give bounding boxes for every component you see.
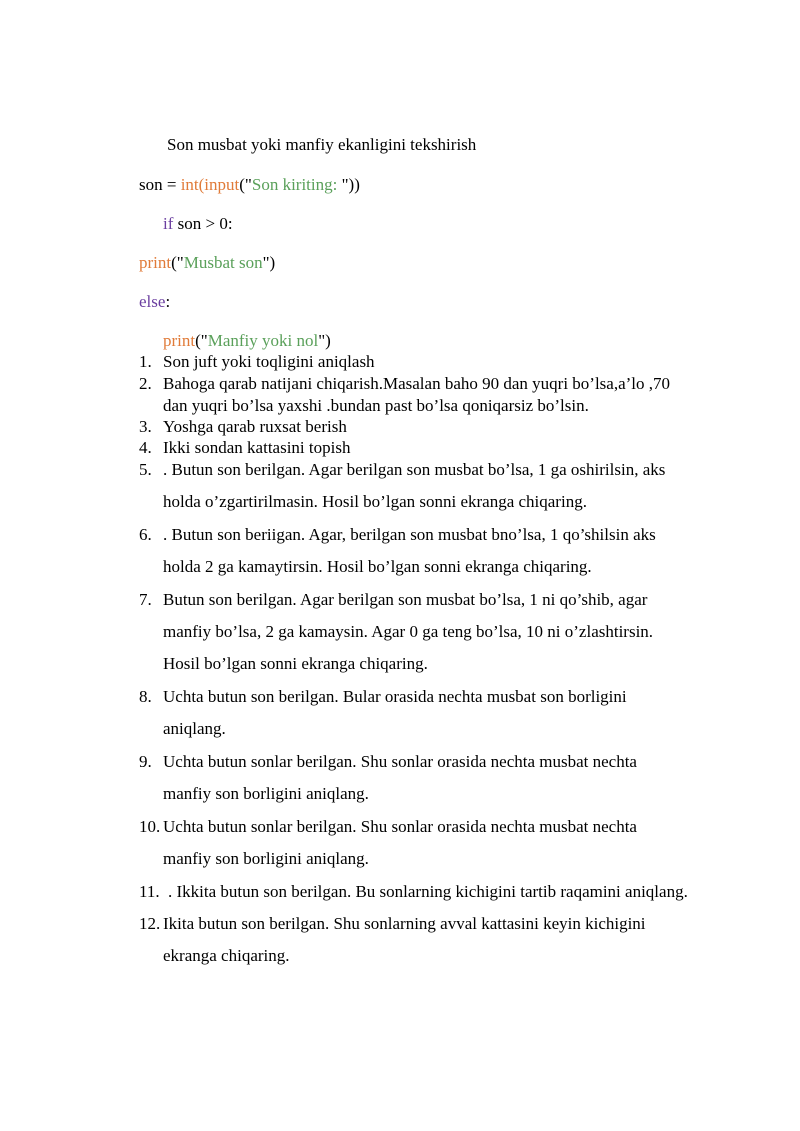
list-item-number: 7. [139, 590, 152, 609]
list-item-text: . Butun son beriigan. Agar, berilgan son musbat bno’lsa, 1 qo’shilsin aks [163, 525, 656, 544]
list-item-text: holda o’zgartirilmasin. Hosil bo’lgan sonni ekranga chiqaring. [163, 492, 587, 511]
code-paren: (" [171, 253, 184, 272]
list-item-text: Uchta butun son berilgan. Bular orasida nechta musbat son borligini [163, 687, 627, 706]
code-var: son = [139, 175, 181, 194]
code-paren: ") [262, 253, 276, 272]
list-item-text: ekranga chiqaring. [163, 946, 290, 965]
code-function: int(input [180, 175, 240, 194]
code-keyword: else [139, 292, 166, 311]
list-item-text: Hosil bo’lgan sonni ekranga chiqaring. [163, 654, 428, 673]
list-item-text: Son juft yoki toqligini aniqlash [163, 352, 375, 371]
list-item-number: 10. [139, 817, 161, 836]
list-item-number: 11. [139, 882, 160, 901]
list-item-text: manfiy son borligini aniqlang. [163, 849, 369, 868]
code-paren: ") [318, 331, 331, 350]
list-item-number: 3. [139, 417, 152, 436]
list-item-number: 2. [139, 374, 152, 393]
list-item-number: 1. [139, 352, 152, 371]
code-function: print [139, 253, 172, 272]
code-keyword: if [163, 214, 174, 233]
list-item-number: 4. [139, 438, 152, 457]
list-item-text: manfiy bo’lsa, 2 ga kamaysin. Agar 0 ga teng bo’lsa, 10 ni o’zlashtirsin. [163, 622, 654, 641]
list-item-text: Butun son berilgan. Agar berilgan son musbat bo’lsa, 1 ni qo’shib, agar [163, 590, 648, 609]
list-item-text: dan yuqri bo’lsa yaxshi .bundan past bo’lsa qoniqarsiz bo’lsin. [163, 396, 589, 415]
list-item-text: Uchta butun sonlar berilgan. Shu sonlar orasida nechta musbat nechta [163, 817, 637, 836]
code-string: Manfiy yoki nol [207, 331, 319, 350]
list-item-number: 12. [139, 914, 161, 933]
list-item-text: Ikki sondan kattasini topish [163, 438, 351, 457]
code-line-input [139, 175, 360, 195]
list-item-text: . Butun son berilgan. Agar berilgan son musbat bo’lsa, 1 ga oshirilsin, aks [163, 460, 666, 479]
code-line-if [163, 214, 233, 234]
list-item-number: 5. [139, 460, 152, 479]
list-item-text: Yoshga qarab ruxsat berish [163, 417, 347, 436]
code-function: print [163, 331, 196, 350]
list-item-number: 8. [139, 687, 152, 706]
page-title: Son musbat yoki manfiy ekanligini tekshirish [167, 135, 477, 154]
code-line-print-negative [163, 331, 331, 351]
code-line-else [139, 292, 170, 312]
list-item-text: . Ikkita butun son berilgan. Bu sonlarning kichigini tartib raqamini aniqlang. [168, 882, 688, 901]
code-condition: son > 0: [173, 214, 233, 233]
code-string: Son kiriting: [251, 175, 342, 194]
code-paren: (" [239, 175, 252, 194]
list-item-text: Bahoga qarab natijani chiqarish.Masalan baho 90 dan yuqri bo’lsa,a’lo ,70 [163, 374, 671, 393]
list-item-text: Ikita butun son berilgan. Shu sonlarning avval kattasini keyin kichigini [163, 914, 646, 933]
code-string: Musbat son [183, 253, 263, 272]
code-paren: ")) [341, 175, 360, 194]
code-colon: : [165, 292, 171, 311]
list-item-text: holda 2 ga kamaytirsin. Hosil bo’lgan sonni ekranga chiqaring. [163, 557, 592, 576]
code-paren: (" [195, 331, 208, 350]
list-item-text: aniqlang. [163, 719, 226, 738]
list-item-text: manfiy son borligini aniqlang. [163, 784, 369, 803]
code-line-print-positive [139, 253, 275, 273]
list-item-text: Uchta butun sonlar berilgan. Shu sonlar orasida nechta musbat nechta [163, 752, 637, 771]
list-item-number: 9. [139, 752, 152, 771]
list-item-number: 6. [139, 525, 152, 544]
